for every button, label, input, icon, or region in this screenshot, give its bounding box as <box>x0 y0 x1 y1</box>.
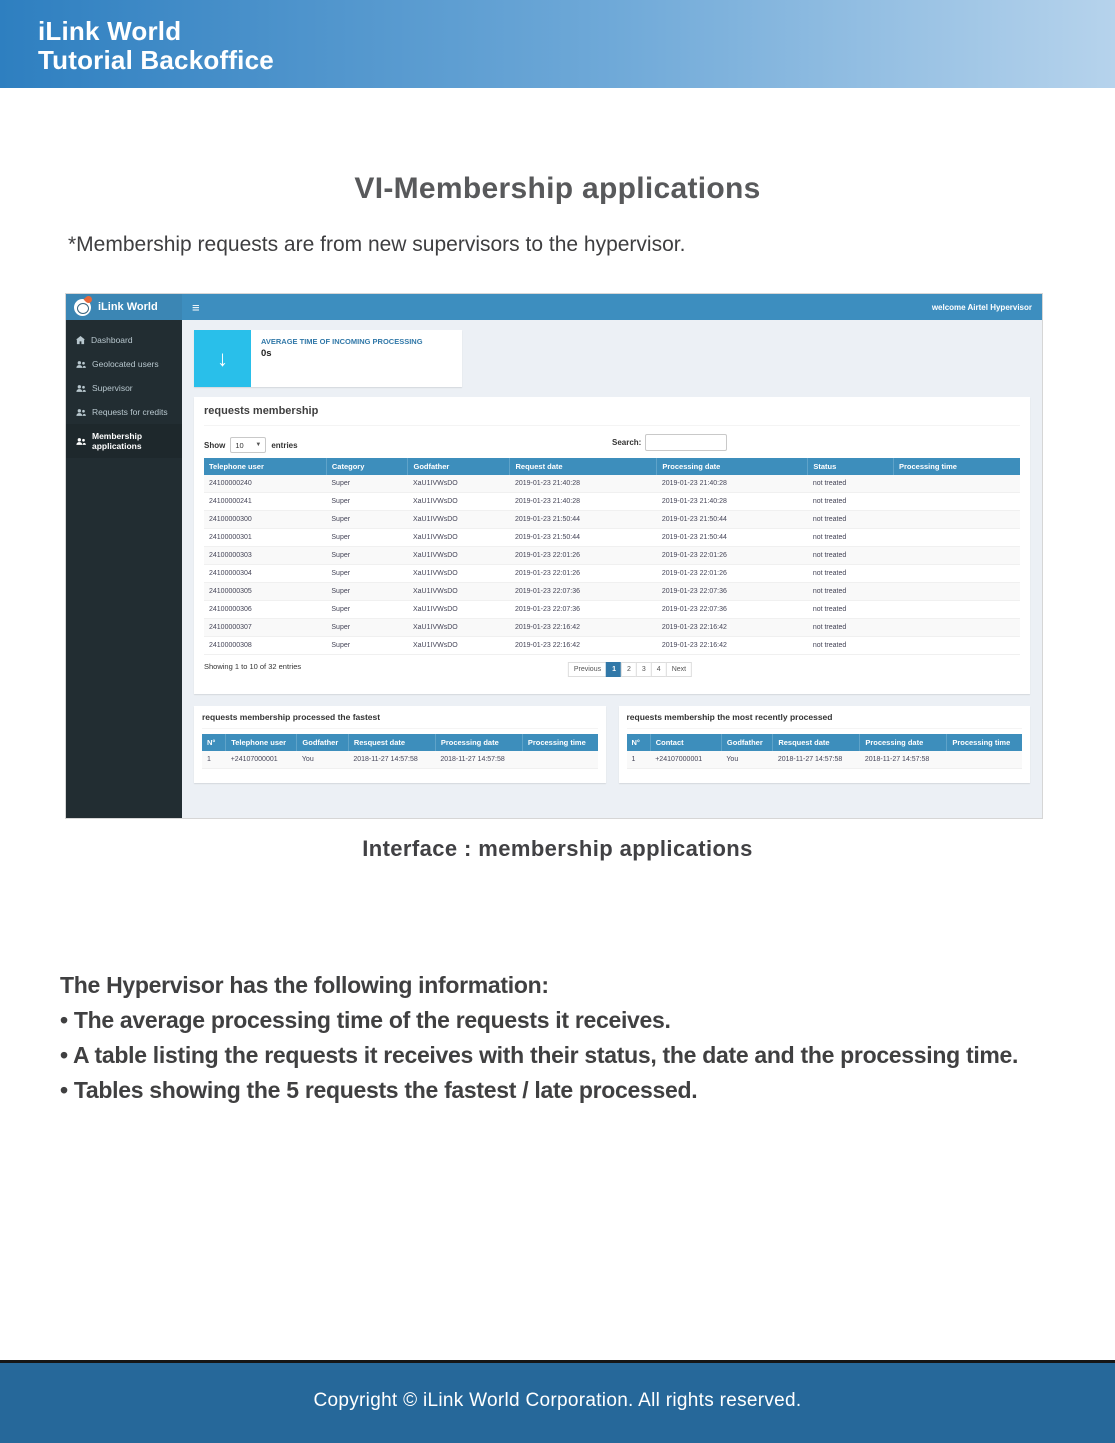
header-row <box>627 734 1023 751</box>
entries-summary: Showing 1 to 10 of 32 entries <box>204 662 302 671</box>
table-cell: Super <box>326 601 408 619</box>
table-cell: 2019-01-23 22:16:42 <box>657 637 808 655</box>
fastest-table-head <box>202 734 598 751</box>
table-row <box>627 751 1023 769</box>
table-cell: +24107000001 <box>226 751 297 769</box>
sidebar-item-geolocated-users[interactable] <box>66 352 182 376</box>
sidebar-item-label: Geolocated users <box>92 359 159 369</box>
table-cell: 2019-01-23 22:01:26 <box>657 565 808 583</box>
table-cell: XaU1IVWsDO <box>408 565 510 583</box>
stat-label: AVERAGE TIME OF INCOMING PROCESSING <box>261 337 423 346</box>
table-cell: 24100000301 <box>204 529 326 547</box>
table-cell: You <box>721 751 772 769</box>
copyright-footer <box>0 1360 1115 1443</box>
table-cell: 24100000304 <box>204 565 326 583</box>
table-cell: +24107000001 <box>650 751 721 769</box>
sidebar-item-label: Supervisor <box>92 383 133 393</box>
table-cell: 24100000305 <box>204 583 326 601</box>
table-cell: 2019-01-23 21:50:44 <box>657 511 808 529</box>
column-header: Processing time <box>893 458 1020 475</box>
arrow-down-icon: ↓ <box>194 330 251 387</box>
table-cell <box>893 565 1020 583</box>
column-header: Godfather <box>297 734 348 751</box>
users-icon <box>76 437 86 446</box>
banner-line2: Tutorial Backoffice <box>38 45 274 75</box>
table-cell: Super <box>326 547 408 565</box>
table-cell: XaU1IVWsDO <box>408 493 510 511</box>
table-cell: 24100000241 <box>204 493 326 511</box>
column-header: Resquest date <box>348 734 435 751</box>
page-subtitle: *Membership requests are from new supervisors to the hypervisor. <box>68 233 686 256</box>
welcome-text: welcome Airtel Hypervisor <box>931 302 1032 312</box>
recent-table <box>627 734 1023 769</box>
table-cell: 2019-01-23 22:01:26 <box>657 547 808 565</box>
app-brand: iLink World <box>98 301 158 313</box>
column-header: Status <box>808 458 894 475</box>
table-cell: Super <box>326 475 408 493</box>
column-header: Processing time <box>522 734 597 751</box>
table-cell: You <box>297 751 348 769</box>
sidebar-item-dashboard[interactable] <box>66 328 182 352</box>
table-cell: 2018-11-27 14:57:58 <box>860 751 947 769</box>
table-row <box>204 529 1020 547</box>
table-cell: 24100000308 <box>204 637 326 655</box>
table-cell: 2019-01-23 22:16:42 <box>510 619 657 637</box>
sidebar-item-label: Membership applications <box>92 431 143 451</box>
column-header: Processing date <box>657 458 808 475</box>
table-controls <box>204 432 1020 458</box>
table-cell <box>522 751 597 769</box>
sidebar-item-label: Dashboard <box>91 335 133 345</box>
table-cell: not treated <box>808 601 894 619</box>
column-header: Godfather <box>721 734 772 751</box>
table-cell: 24100000306 <box>204 601 326 619</box>
table-cell: XaU1IVWsDO <box>408 601 510 619</box>
table-cell: XaU1IVWsDO <box>408 529 510 547</box>
bullet-item: • The average processing time of the requests it receives. <box>60 1007 671 1033</box>
requests-table <box>204 458 1020 655</box>
average-time-stat-card <box>194 330 462 387</box>
column-header: Telephone user <box>226 734 297 751</box>
table-cell: not treated <box>808 547 894 565</box>
sidebar-item-requests-for-credits[interactable] <box>66 400 182 424</box>
page-title: VI-Membership applications <box>354 172 761 205</box>
fastest-processed-panel <box>194 706 606 783</box>
table-row <box>204 601 1020 619</box>
requests-membership-panel <box>194 397 1030 694</box>
table-cell <box>893 637 1020 655</box>
pagination-page-4-button[interactable]: 4 <box>651 662 667 677</box>
table-cell: XaU1IVWsDO <box>408 619 510 637</box>
table-row <box>204 475 1020 493</box>
app-main-content <box>182 320 1042 818</box>
bullet-item: • A table listing the requests it receives with their status, the date and the processing time. <box>60 1042 1019 1068</box>
table-row <box>204 511 1020 529</box>
column-header: Contact <box>650 734 721 751</box>
table-cell: not treated <box>808 529 894 547</box>
table-cell: XaU1IVWsDO <box>408 511 510 529</box>
table-cell: Super <box>326 511 408 529</box>
fastest-table <box>202 734 598 769</box>
recently-processed-panel <box>619 706 1031 783</box>
table-cell: 2019-01-23 22:07:36 <box>657 583 808 601</box>
users-icon <box>76 408 86 417</box>
table-cell: 2019-01-23 21:40:28 <box>510 493 657 511</box>
table-cell: not treated <box>808 619 894 637</box>
table-cell: 2019-01-23 21:50:44 <box>510 529 657 547</box>
globe-pin-logo-icon <box>74 299 91 316</box>
table-cell: XaU1IVWsDO <box>408 547 510 565</box>
sidebar <box>66 320 182 818</box>
table-cell: not treated <box>808 637 894 655</box>
table-cell: 2019-01-23 22:16:42 <box>657 619 808 637</box>
table-cell: 2018-11-27 14:57:58 <box>435 751 522 769</box>
column-header: N° <box>627 734 651 751</box>
table-cell: 2019-01-23 21:40:28 <box>657 475 808 493</box>
table-cell: XaU1IVWsDO <box>408 583 510 601</box>
stat-value: 0s <box>261 348 272 359</box>
table-cell: not treated <box>808 565 894 583</box>
table-cell <box>893 583 1020 601</box>
table-cell <box>893 529 1020 547</box>
app-logo[interactable] <box>66 294 182 320</box>
table-row <box>204 493 1020 511</box>
table-cell: Super <box>326 637 408 655</box>
column-header: Processing date <box>435 734 522 751</box>
panel-title: requests membership the most recently processed <box>627 712 1023 729</box>
table-row <box>202 751 598 769</box>
pagination-page-3-button[interactable]: 3 <box>636 662 652 677</box>
table-cell: 1 <box>627 751 651 769</box>
table-cell: Super <box>326 565 408 583</box>
table-row <box>204 565 1020 583</box>
table-cell: 2019-01-23 22:01:26 <box>510 547 657 565</box>
pagination-previous-button[interactable]: Previous <box>568 662 607 677</box>
table-cell: 2019-01-23 22:07:36 <box>657 601 808 619</box>
table-cell: 2019-01-23 22:01:26 <box>510 565 657 583</box>
table-cell: 24100000307 <box>204 619 326 637</box>
column-header: Processing date <box>860 734 947 751</box>
app-header <box>66 294 1042 320</box>
pagination <box>569 662 692 677</box>
document-banner <box>0 0 1115 88</box>
table-cell: Super <box>326 583 408 601</box>
show-label: Show <box>204 440 226 450</box>
table-cell: 24100000300 <box>204 511 326 529</box>
table-cell: 2019-01-23 21:40:28 <box>510 475 657 493</box>
table-cell: 2019-01-23 21:50:44 <box>657 529 808 547</box>
table-cell: XaU1IVWsDO <box>408 475 510 493</box>
table-cell <box>893 601 1020 619</box>
table-cell: 24100000240 <box>204 475 326 493</box>
pagination-next-button[interactable]: Next <box>666 662 692 677</box>
panel-title: requests membership processed the fastest <box>202 712 598 729</box>
table-cell: 2019-01-23 22:07:36 <box>510 583 657 601</box>
table-cell: 2019-01-23 21:50:44 <box>510 511 657 529</box>
table-cell: Super <box>326 493 408 511</box>
table-cell: 2019-01-23 22:16:42 <box>510 637 657 655</box>
table-cell: 2019-01-23 21:40:28 <box>657 493 808 511</box>
table-cell: XaU1IVWsDO <box>408 637 510 655</box>
recent-table-body <box>627 751 1023 769</box>
table-cell <box>893 547 1020 565</box>
column-header: Processing time <box>947 734 1022 751</box>
entries-select-value: 10 <box>235 440 244 450</box>
sidebar-item-membership-applications[interactable] <box>66 424 182 458</box>
table-cell: Super <box>326 529 408 547</box>
column-header: Category <box>326 458 408 475</box>
fastest-table-body <box>202 751 598 769</box>
app-topbar <box>182 294 1042 320</box>
screenshot-caption: Interface : membership applications <box>362 836 753 861</box>
entries-label: entries <box>271 440 298 450</box>
hamburger-menu-icon[interactable]: ≡ <box>192 299 200 315</box>
app-body <box>66 320 1042 818</box>
sidebar-item-supervisor[interactable] <box>66 376 182 400</box>
body-heading: The Hypervisor has the following information: <box>60 972 549 998</box>
table-cell: 24100000303 <box>204 547 326 565</box>
table-cell: not treated <box>808 493 894 511</box>
table-cell <box>893 475 1020 493</box>
table-cell <box>893 619 1020 637</box>
users-icon <box>76 360 86 369</box>
chevron-down-icon: ▼ <box>255 442 262 448</box>
copyright-text: Copyright © iLink World Corporation. All rights reserved. <box>313 1390 802 1411</box>
pagination-page-1-button[interactable]: 1 <box>606 662 622 677</box>
stat-text <box>251 330 423 387</box>
app-screenshot <box>65 293 1043 819</box>
search-input[interactable] <box>645 434 727 451</box>
table-cell: 2019-01-23 22:07:36 <box>510 601 657 619</box>
table-cell <box>893 493 1020 511</box>
table-cell <box>947 751 1022 769</box>
requests-table-head <box>204 458 1020 475</box>
table-cell: not treated <box>808 475 894 493</box>
pagination-page-2-button[interactable]: 2 <box>621 662 637 677</box>
column-header: N° <box>202 734 226 751</box>
users-icon <box>76 384 86 393</box>
search-label: Search: <box>612 438 642 447</box>
table-cell: 2018-11-27 14:57:58 <box>348 751 435 769</box>
search-area <box>612 434 727 451</box>
requests-table-body <box>204 475 1020 655</box>
recent-table-head <box>627 734 1023 751</box>
table-row <box>204 583 1020 601</box>
column-header: Resquest date <box>773 734 860 751</box>
sidebar-item-label: Requests for credits <box>92 407 168 417</box>
table-cell <box>893 511 1020 529</box>
body-text <box>60 968 1070 1108</box>
bullet-item: • Tables showing the 5 requests the fastest / late processed. <box>60 1077 698 1103</box>
column-header: Telephone user <box>204 458 326 475</box>
table-row <box>204 619 1020 637</box>
column-header: Godfather <box>408 458 510 475</box>
table-cell: 2018-11-27 14:57:58 <box>773 751 860 769</box>
table-cell: not treated <box>808 583 894 601</box>
panel-title: requests membership <box>204 405 1020 426</box>
entries-select[interactable] <box>230 437 266 453</box>
header-row <box>204 458 1020 475</box>
column-header: Request date <box>510 458 657 475</box>
table-row <box>204 547 1020 565</box>
banner-line1: iLink World <box>38 16 182 46</box>
table-footer <box>204 662 1020 684</box>
home-icon <box>76 336 85 345</box>
table-row <box>204 637 1020 655</box>
table-cell: Super <box>326 619 408 637</box>
header-row <box>202 734 598 751</box>
table-cell: 1 <box>202 751 226 769</box>
table-cell: not treated <box>808 511 894 529</box>
bottom-panels <box>194 706 1030 783</box>
